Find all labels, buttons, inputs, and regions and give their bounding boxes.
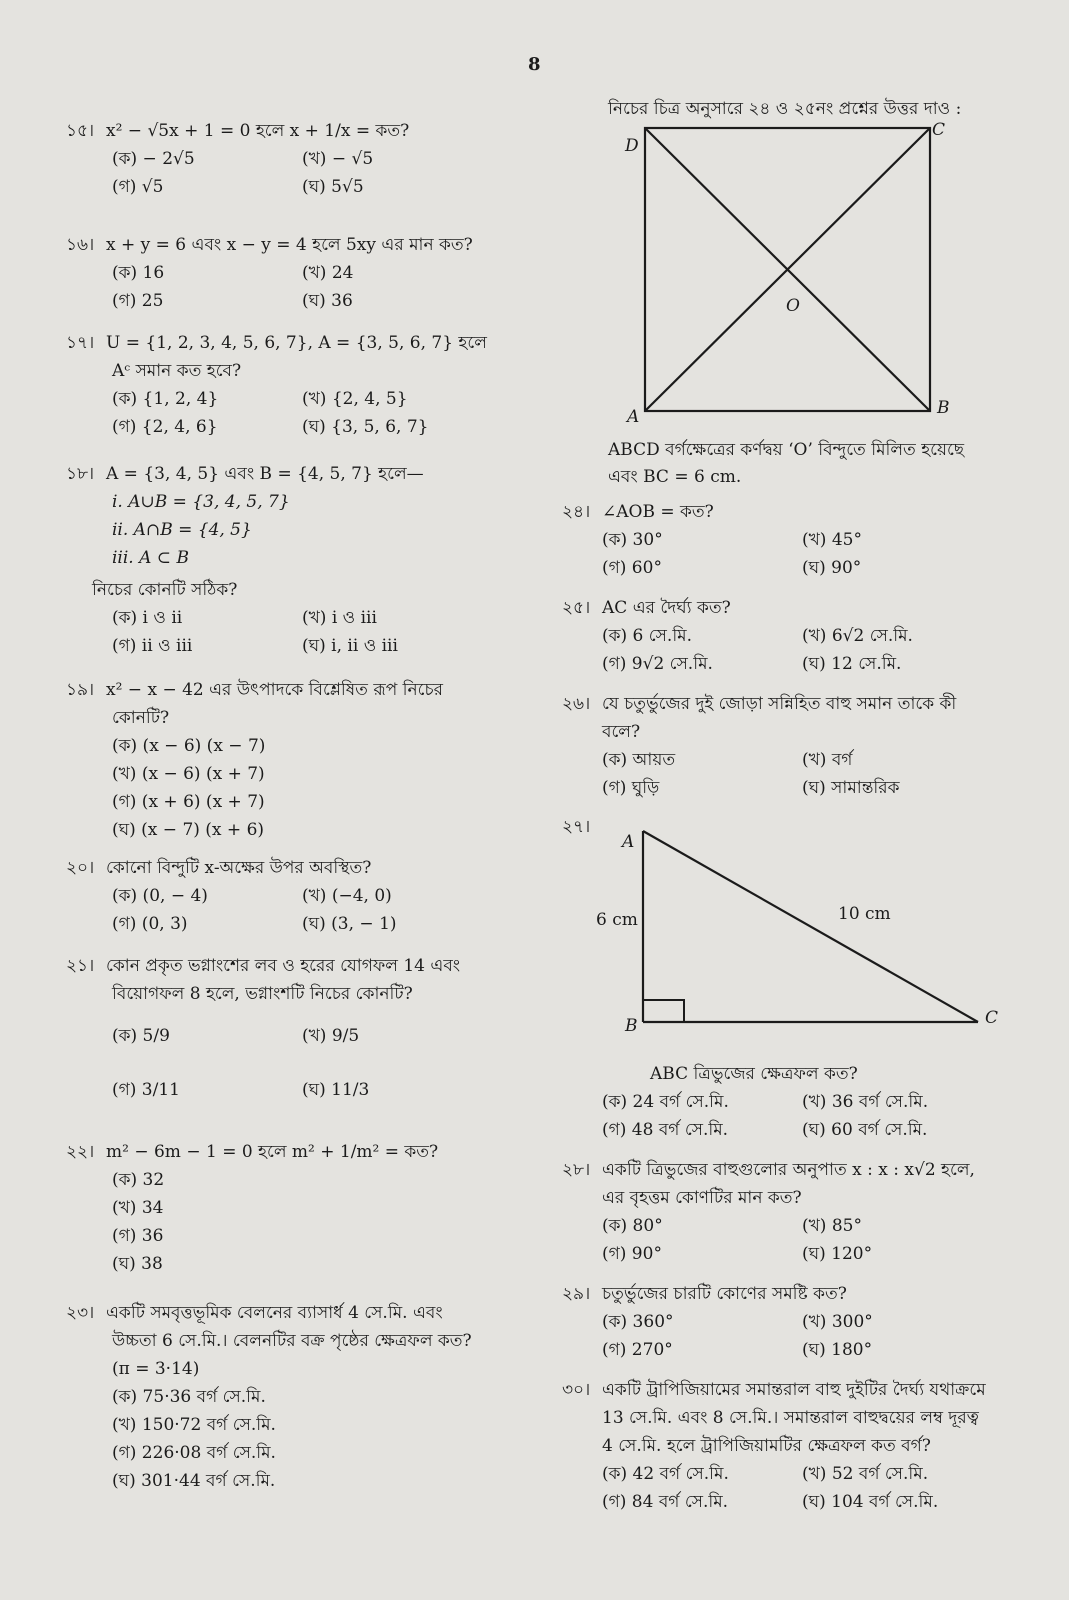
label-a: A [627,407,640,427]
option: (গ) (0, 3) [112,914,188,934]
option: (ক) (x − 6) (x − 7) [112,736,266,756]
option: (ঘ) 12 সে.মি. [802,654,902,674]
option: (ঘ) সামান্তরিক [802,778,900,798]
question-stem: x² − √5x + 1 = 0 হলে x + 1/x = কত? [106,121,410,141]
option: (ক) 30° [602,530,663,550]
question-stem-continued: Aᶜ সমান কত হবে? [112,361,242,381]
option: (ক) 24 বর্গ সে.মি. [602,1092,729,1112]
option: (ঘ) 90° [802,558,862,578]
question-24 [562,498,862,582]
label-c: C [985,1008,999,1028]
figure-note-continued: এবং BC = 6 cm. [608,467,742,487]
option: (খ) − √5 [302,149,374,169]
side-ac-length: 10 cm [838,904,891,924]
question-19 [66,676,443,844]
question-stem: কোন প্রকৃত ভগ্নাংশের লব ও হরের যোগফল 14 এবং [106,956,461,976]
option: (খ) 45° [802,530,862,550]
question-stem-continued: উচ্চতা 6 সে.মি.। বেলনটির বক্র পৃষ্ঠের ক্ষেত্রফল কত? [112,1331,472,1351]
question-stem-continued: এর বৃহত্তম কোণটির মান কত? [602,1188,802,1208]
option: (ঘ) 104 বর্গ সে.মি. [802,1492,939,1512]
option: (ঘ) i, ii ও iii [302,636,398,656]
option: (ক) i ও ii [112,608,183,628]
question-number: ২১। [66,956,95,976]
question-stem: একটি সমবৃত্তভূমিক বেলনের ব্যাসার্ধ 4 সে.মি. এবং [106,1303,443,1323]
question-stem-continued: 13 সে.মি. এবং 8 সে.মি.। সমান্তরাল বাহুদ্বয়ের লম্ব দূরত্ব [602,1408,979,1428]
question-29 [562,1280,873,1364]
option: (খ) 34 [112,1198,164,1218]
option: (ঘ) 36 [302,291,353,311]
question-number: ২২। [66,1142,95,1162]
question-number: ১৬। [66,235,95,255]
option: (ক) (0, − 4) [112,886,208,906]
question-stem-continued: কোনটি? [112,708,170,728]
square-abcd [645,128,930,411]
option: (খ) (−4, 0) [302,886,392,906]
question-number: ২৯। [562,1284,591,1304]
statement-i: i. A∪B = {3, 4, 5, 7} [112,492,290,512]
question-stem: ∠AOB = কত? [602,502,714,522]
option: (ঘ) (3, − 1) [302,914,397,934]
diagonal-db [645,128,930,411]
option: (গ) ii ও iii [112,636,193,656]
option: (ঘ) {3, 5, 6, 7} [302,417,429,437]
option: (গ) √5 [112,177,164,197]
option: (ক) 6 সে.মি. [602,626,693,646]
question-number: ১৫। [66,121,95,141]
question-stem: A = {3, 4, 5} এবং B = {4, 5, 7} হলে— [106,464,424,484]
option: (খ) 36 বর্গ সে.মি. [802,1092,929,1112]
option: (ক) 80° [602,1216,663,1236]
question-stem-continued: বলে? [602,722,641,742]
question-number: ২৫। [562,598,591,618]
question-23 [66,1299,472,1495]
option: (ঘ) 180° [802,1340,873,1360]
label-a: A [622,832,635,852]
question-number: ১৯। [66,680,95,700]
option: (খ) 9/5 [302,1026,360,1046]
option: (গ) (x + 6) (x + 7) [112,792,265,812]
question-number: ২৬। [562,694,591,714]
label-o: O [786,296,800,316]
question-18 [66,460,424,660]
option: (ক) 5/9 [112,1026,170,1046]
option: (ক) 32 [112,1170,165,1190]
question-number: ১৮। [66,464,95,484]
side-ab-length: 6 cm [596,910,638,930]
label-b: B [937,398,950,418]
option: (খ) {2, 4, 5} [302,389,408,409]
label-b: B [625,1016,638,1036]
statement-iii: iii. A ⊂ B [112,548,189,568]
figure-note: ABCD বর্গক্ষেত্রের কর্ণদ্বয় ‘O’ বিন্দুতে মিলিত হয়েছে [608,440,965,460]
option: (ক) 42 বর্গ সে.মি. [602,1464,729,1484]
option: (খ) 150·72 বর্গ সে.মি. [112,1415,276,1435]
option: (খ) 52 বর্গ সে.মি. [802,1464,929,1484]
option: (খ) (x − 6) (x + 7) [112,764,265,784]
option: (গ) {2, 4, 6} [112,417,218,437]
option: (গ) 226·08 বর্গ সে.মি. [112,1443,276,1463]
question-stem: একটি ত্রিভুজের বাহুগুলোর অনুপাত x : x : x√2 হলে, [602,1160,975,1180]
option: (গ) 3/11 [112,1080,180,1100]
option: (ঘ) (x − 7) (x + 6) [112,820,265,840]
question-stem: U = {1, 2, 3, 4, 5, 6, 7}, A = {3, 5, 6, 7} হলে [106,333,487,353]
question-22 [66,1138,438,1278]
option: (ঘ) 11/3 [302,1080,370,1100]
option: (খ) 300° [802,1312,873,1332]
question-stem: m² − 6m − 1 = 0 হলে m² + 1/m² = কত? [106,1142,439,1162]
question-stem: ABC ত্রিভুজের ক্ষেত্রফল কত? [650,1064,858,1084]
label-c: C [932,120,946,140]
question-30 [562,1376,1032,1516]
right-angle-mark [643,1000,684,1022]
question-15 [66,117,409,201]
option: (খ) 85° [802,1216,862,1236]
option: (গ) 90° [602,1244,662,1264]
question-number: ২৮। [562,1160,591,1180]
question-stem-continued: 4 সে.মি. হলে ট্রাপিজিয়ামটির ক্ষেত্রফল কত বর্গ? [602,1436,931,1456]
question-stem: কোনো বিন্দুটি x-অক্ষের উপর অবস্থিত? [106,858,372,878]
option: (গ) 84 বর্গ সে.মি. [602,1492,729,1512]
option: (ঘ) 5√5 [302,177,364,197]
option: (ঘ) 60 বর্গ সে.মি. [802,1120,928,1140]
option: (গ) 36 [112,1226,164,1246]
question-stem-continued: (π = 3·14) [112,1359,200,1379]
figure-caption: নিচের চিত্র অনুসারে ২৪ ও ২৫নং প্রশ্নের উত্তর দাও : [608,99,962,119]
question-17 [66,329,487,441]
option: (ক) 75·36 বর্গ সে.মি. [112,1387,266,1407]
question-27-number: ২৭। [562,817,591,837]
question-stem: x² − x − 42 এর উৎপাদকে বিশ্লেষিত রূপ নিচের [106,680,444,700]
option: (ক) আয়ত [602,750,676,770]
option: (ক) 360° [602,1312,674,1332]
question-prompt: নিচের কোনটি সঠিক? [92,580,238,600]
question-27 [562,1060,928,1144]
question-25 [562,594,913,678]
option: (ঘ) 38 [112,1254,163,1274]
question-stem: AC এর দৈর্ঘ্য কত? [602,598,731,618]
question-stem: একটি ট্রাপিজিয়ামের সমান্তরাল বাহু দুইটির দৈর্ঘ্য যথাক্রমে [602,1380,986,1400]
question-number: ২৩। [66,1303,95,1323]
question-28 [562,1156,975,1268]
option: (গ) 48 বর্গ সে.মি. [602,1120,729,1140]
option: (গ) 60° [602,558,662,578]
option: (গ) ঘুড়ি [602,778,660,798]
question-stem: চতুর্ভুজের চারটি কোণের সমষ্টি কত? [602,1284,847,1304]
label-d: D [625,136,639,156]
option: (ক) 16 [112,263,165,283]
option: (খ) i ও iii [302,608,377,628]
question-number: ৩০। [562,1380,591,1400]
option: (গ) 9√2 সে.মি. [602,654,713,674]
option: (খ) বর্গ [802,750,853,770]
diagonal-ca [645,128,930,411]
option: (খ) 24 [302,263,354,283]
option: (গ) 25 [112,291,164,311]
option: (ঘ) 301·44 বর্গ সে.মি. [112,1471,276,1491]
question-20 [66,854,397,938]
option: (গ) 270° [602,1340,673,1360]
option: (ঘ) 120° [802,1244,873,1264]
question-stem-continued: বিয়োগফল 8 হলে, ভগ্নাংশটি নিচের কোনটি? [112,984,413,1004]
question-number: ২০। [66,858,95,878]
question-21 [66,952,460,1104]
question-number: ২৪। [562,502,591,522]
page-number: 8 [528,54,541,75]
question-number: ১৭। [66,333,95,353]
question-26 [562,690,956,802]
option: (ক) − 2√5 [112,149,195,169]
side-ac [643,831,978,1022]
option: (খ) 6√2 সে.মি. [802,626,913,646]
question-stem: x + y = 6 এবং x − y = 4 হলে 5xy এর মান কত? [106,235,473,255]
question-stem: যে চতুর্ভুজের দুই জোড়া সন্নিহিত বাহু সমান তাকে কী [602,694,957,714]
option: (ক) {1, 2, 4} [112,389,219,409]
statement-ii: ii. A∩B = {4, 5} [112,520,252,540]
question-16 [66,231,473,315]
